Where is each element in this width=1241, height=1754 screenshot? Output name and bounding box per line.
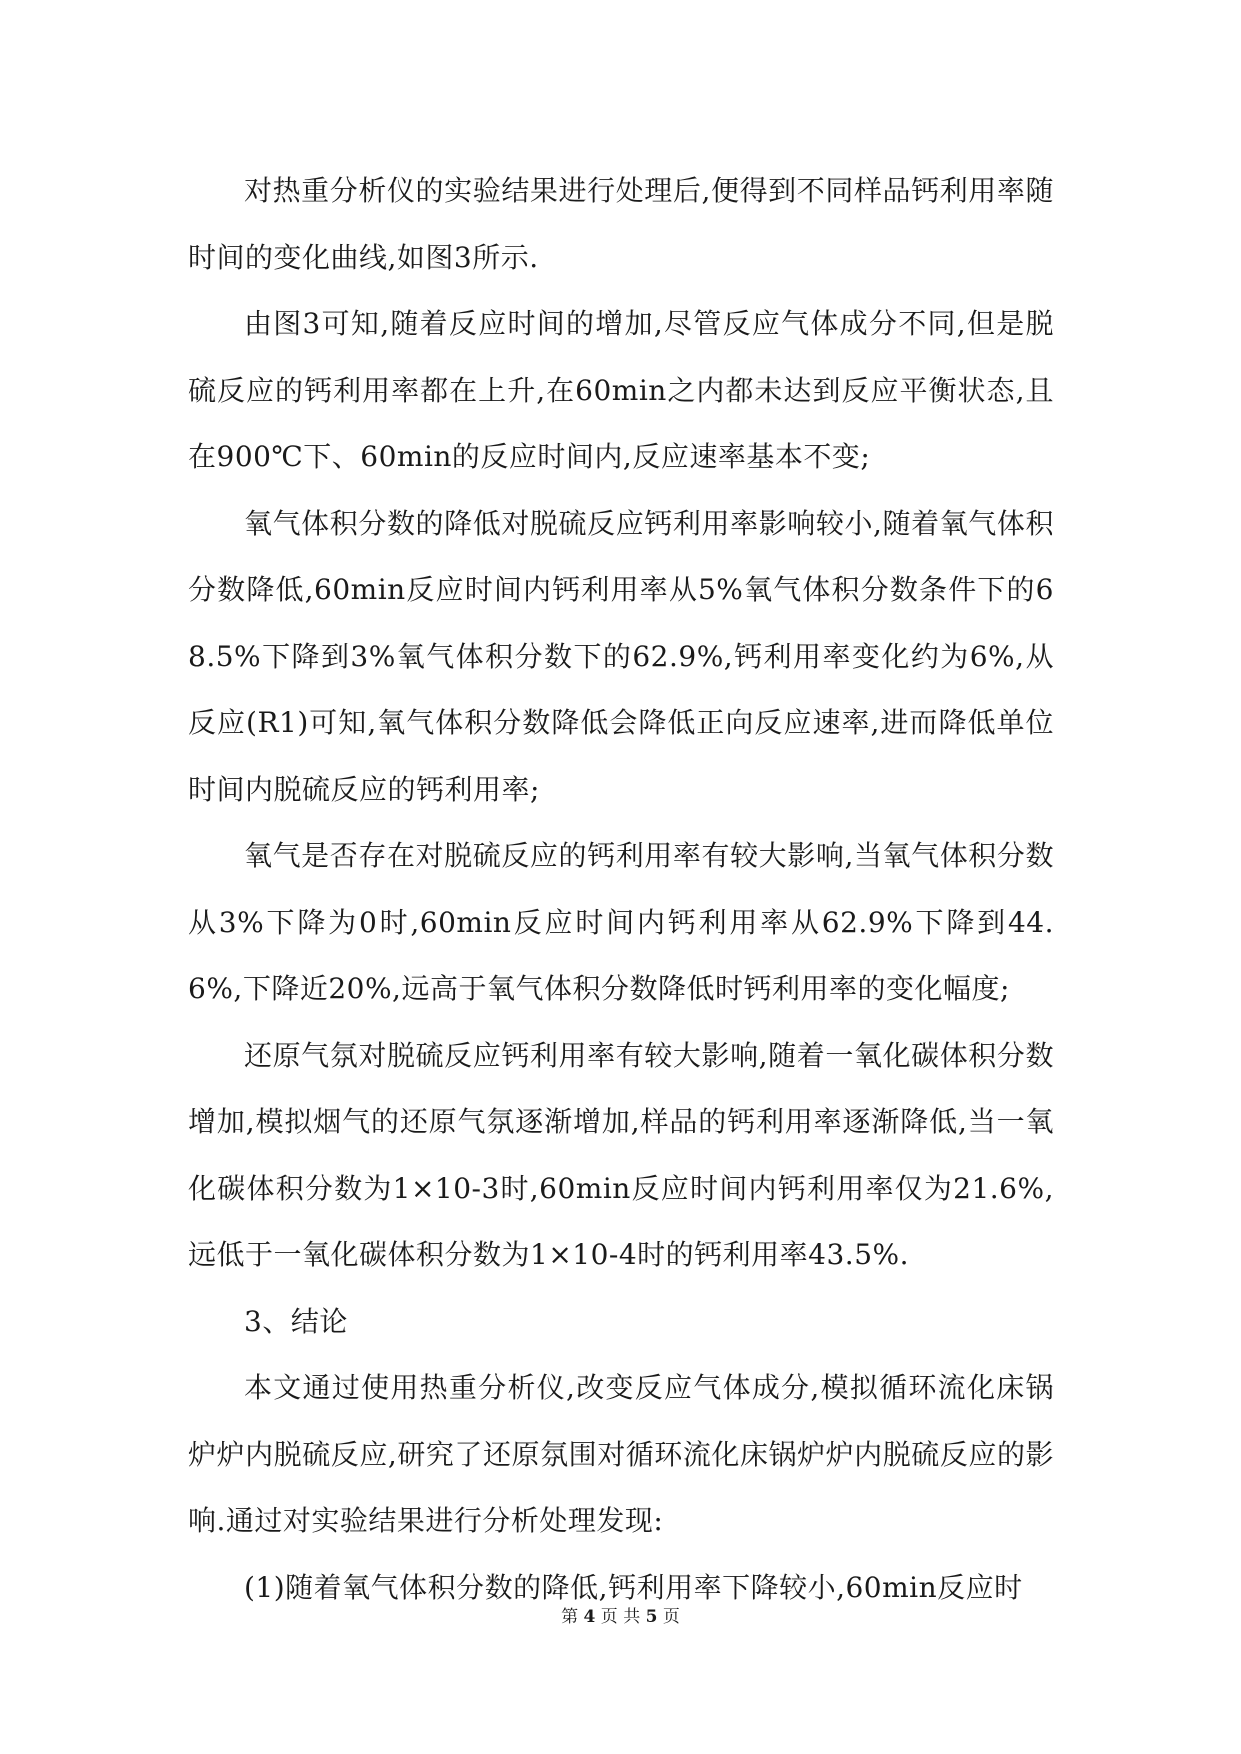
paragraph: (1)随着氧气体积分数的降低,钙利用率下降较小,60min反应时 — [244, 1570, 1023, 1604]
paragraph: 氧气体积分数的降低对脱硫反应钙利用率影响较小,随着氧气体积分数降低,60min反应时间内钙利用率从5%氧气体积分数条件下的68.5%下降到3%氧气体积分数下的62.9%,钙利用率变化约为6%,从反应(R1)可知,氧气体积分数降低会降低正向反应速率,进而降低单位时间内脱硫反应的钙利用率; — [188, 506, 1054, 806]
paragraph: 还原气氛对脱硫反应钙利用率有较大影响,随着一氧化碳体积分数增加,模拟烟气的还原气氛逐渐增加,样品的钙利用率逐渐降低,当一氧化碳体积分数为1×10-3时,60min反应时间内钙利用率仅为21.6%,远低于一氧化碳体积分数为1×10-4时的钙利用率43.5%. — [188, 1038, 1054, 1271]
paragraph: 由图3可知,随着反应时间的增加,尽管反应气体成分不同,但是脱硫反应的钙利用率都在上升,在60min之内都未达到反应平衡状态,且在900℃下、60min的反应时间内,反应速率基本不变; — [188, 307, 1054, 473]
page-footer — [0, 1606, 1241, 1628]
paragraph: 对热重分析仪的实验结果进行处理后,便得到不同样品钙利用率随时间的变化曲线,如图3所示. — [188, 174, 1054, 274]
footer-prefix: 第 — [561, 1607, 579, 1627]
current-page-number: 4 — [583, 1607, 596, 1627]
total-pages-number: 5 — [645, 1607, 658, 1627]
paragraph: 本文通过使用热重分析仪,改变反应气体成分,模拟循环流化床锅炉炉内脱硫反应,研究了还原氛围对循环流化床锅炉炉内脱硫反应的影响.通过对实验结果进行分析处理发现: — [188, 1371, 1054, 1537]
footer-suffix: 页 — [662, 1607, 680, 1627]
paragraph: 氧气是否存在对脱硫反应的钙利用率有较大影响,当氧气体积分数从3%下降为0时,60min反应时间内钙利用率从62.9%下降到44.6%,下降近20%,远高于氧气体积分数降低时钙利用率的变化幅度; — [188, 839, 1054, 1005]
footer-middle: 页 共 — [600, 1607, 641, 1627]
section-heading: 3、结论 — [244, 1304, 348, 1338]
body-text — [188, 158, 1054, 1621]
